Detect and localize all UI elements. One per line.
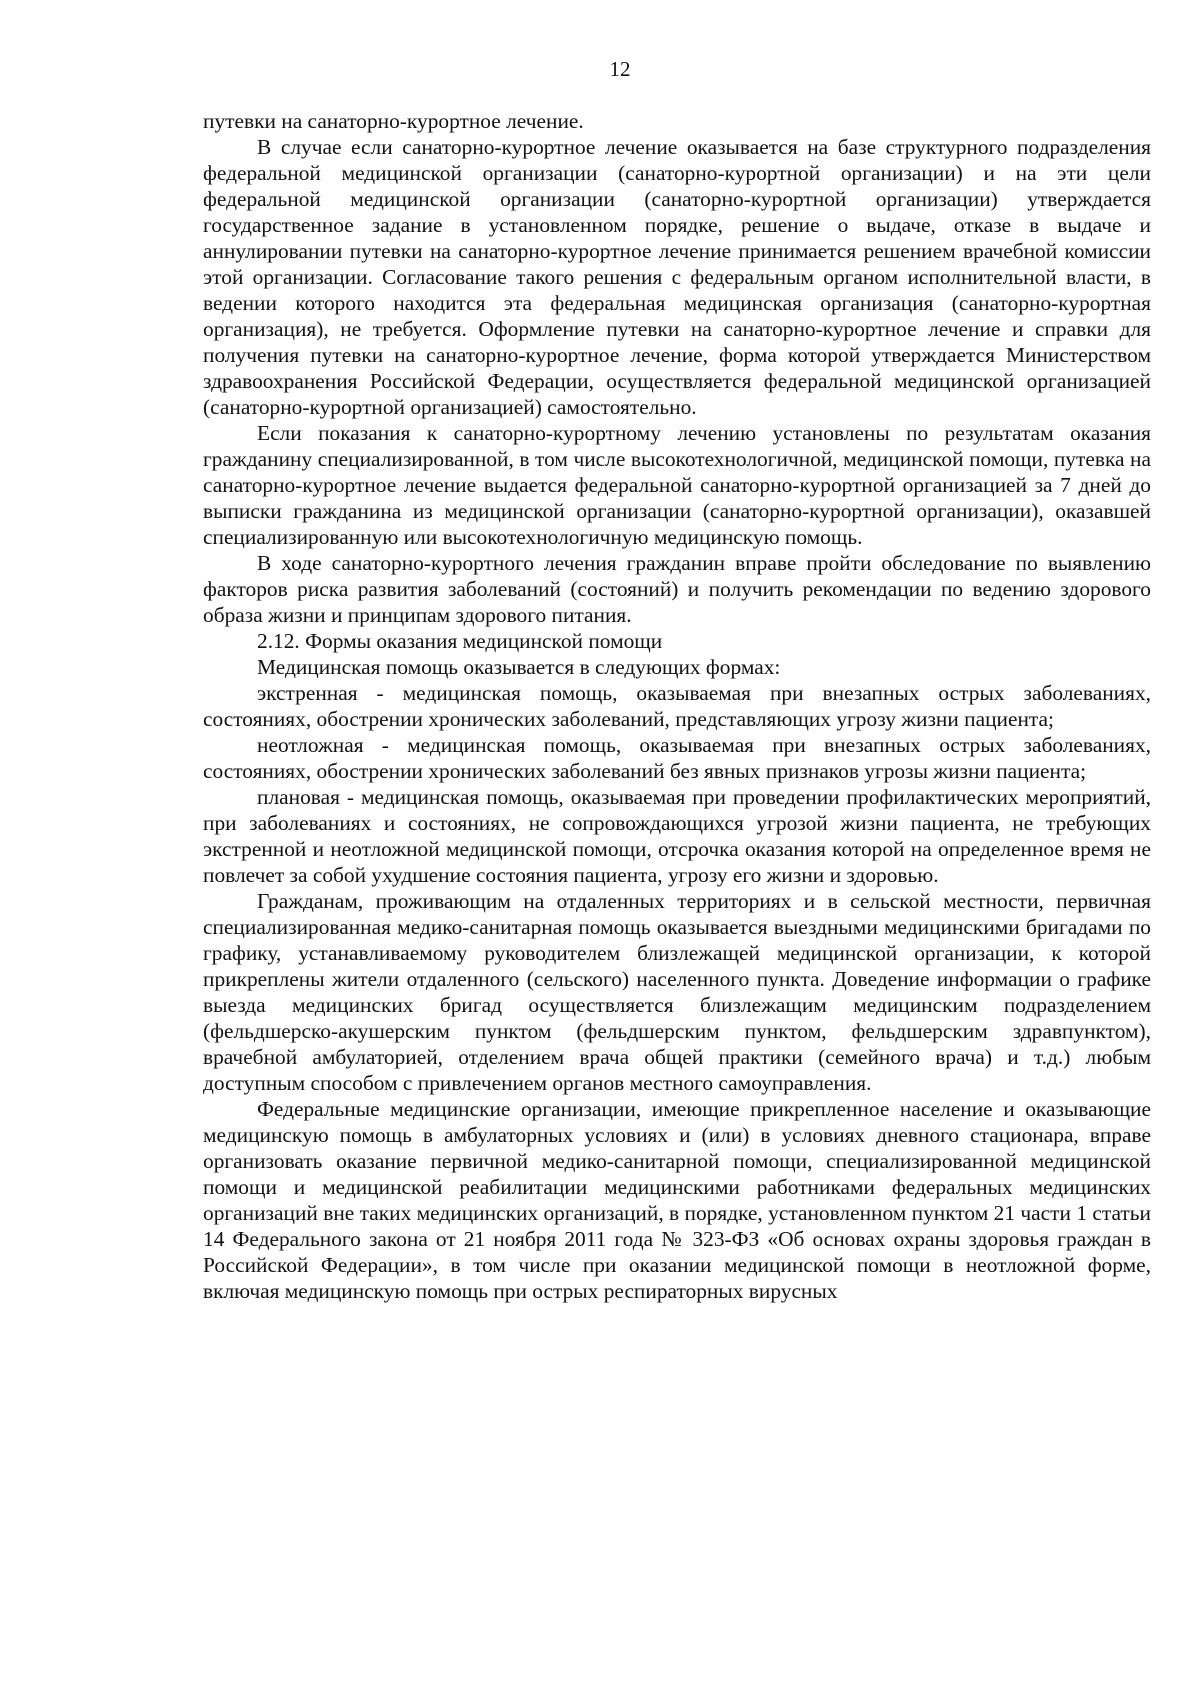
page-number: 12 — [609, 57, 631, 81]
paragraph: путевки на санаторно-курортное лечение. — [203, 109, 584, 133]
section-heading: 2.12. Формы оказания медицинской помощи — [257, 629, 663, 653]
paragraph: Федеральные медицинские организации, имеющие прикрепленное население и оказывающие медицинскую помощь в амбулаторных условиях и (или) в условиях дневного стационара, вправе организовать оказание первичной медико-санитарной помощи, специализированной медицинской помощи и медицинской реабилитации медицинскими работниками федеральных медицинских организаций вне таких медицинских организаций, в порядке, установленном пунктом 21 части 1 статьи 14 Федерального закона от 21 ноября 2011 года № 323-ФЗ «Об основах охраны здоровья граждан в Российской Федерации», в том числе при оказании медицинской помощи в неотложной форме, включая медицинскую помощь при острых респираторных вирусных — [203, 1097, 1151, 1303]
paragraph: Гражданам, проживающим на отдаленных территориях и в сельской местности, первичная специализированная медико-санитарная помощь оказывается выездными медицинскими бригадами по графику, устанавливаемому руководителем близлежащей медицинской организации, к которой прикреплены жители отдаленного (сельского) населенного пункта. Доведение информации о графике выезда медицинских бригад осуществляется близлежащим медицинским подразделением (фельдшерско-акушерским пунктом (фельдшерским пунктом, фельдшерским здравпунктом), врачебной амбулаторией, отделением врача общей практики (семейного врача) и т.д.) любым доступным способом с привлечением органов местного самоуправления. — [203, 889, 1151, 1095]
paragraph: Если показания к санаторно-курортному лечению установлены по результатам оказания гражданину специализированной, в том числе высокотехнологичной, медицинской помощи, путевка на санаторно-курортное лечение выдается федеральной санаторно-курортной организацией за 7 дней до выписки гражданина из медицинской организации (санаторно-курортной организации), оказавшей специализированную или высокотехнологичную медицинскую помощь. — [203, 421, 1151, 549]
list-item: плановая - медицинская помощь, оказываемая при проведении профилактических мероприятий, при заболеваниях и состояниях, не сопровождающихся угрозой жизни пациента, не требующих экстренной и неотложной медицинской помощи, отсрочка оказания которой на определенное время не повлечет за собой ухудшение состояния пациента, угрозу его жизни и здоровью. — [203, 785, 1151, 887]
document-body — [203, 108, 1151, 1304]
paragraph: В ходе санаторно-курортного лечения гражданин вправе пройти обследование по выявлению факторов риска развития заболеваний (состояний) и получить рекомендации по ведению здорового образа жизни и принципам здорового питания. — [203, 551, 1151, 627]
paragraph: В случае если санаторно-курортное лечение оказывается на базе структурного подразделения федеральной медицинской организации (санаторно-курортной организации) и на эти цели федеральной медицинской организации (санаторно-курортной организации) утверждается государственное задание в установленном порядке, решение о выдаче, отказе в выдаче и аннулировании путевки на санаторно-курортное лечение принимается решением врачебной комиссии этой организации. Согласование такого решения с федеральным органом исполнительной власти, в ведении которого находится эта федеральная медицинская организация (санаторно-курортная организация), не требуется. Оформление путевки на санаторно-курортное лечение и справки для получения путевки на санаторно-курортное лечение, форма которой утверждается Министерством здравоохранения Российской Федерации, осуществляется федеральной медицинской организацией (санаторно-курортной организацией) самостоятельно. — [203, 135, 1151, 419]
list-item: неотложная - медицинская помощь, оказываемая при внезапных острых заболеваниях, состояниях, обострении хронических заболеваний без явных признаков угрозы жизни пациента; — [203, 733, 1151, 783]
paragraph: Медицинская помощь оказывается в следующих формах: — [257, 655, 781, 679]
list-item: экстренная - медицинская помощь, оказываемая при внезапных острых заболеваниях, состояниях, обострении хронических заболеваний, представляющих угрозу жизни пациента; — [203, 681, 1151, 731]
